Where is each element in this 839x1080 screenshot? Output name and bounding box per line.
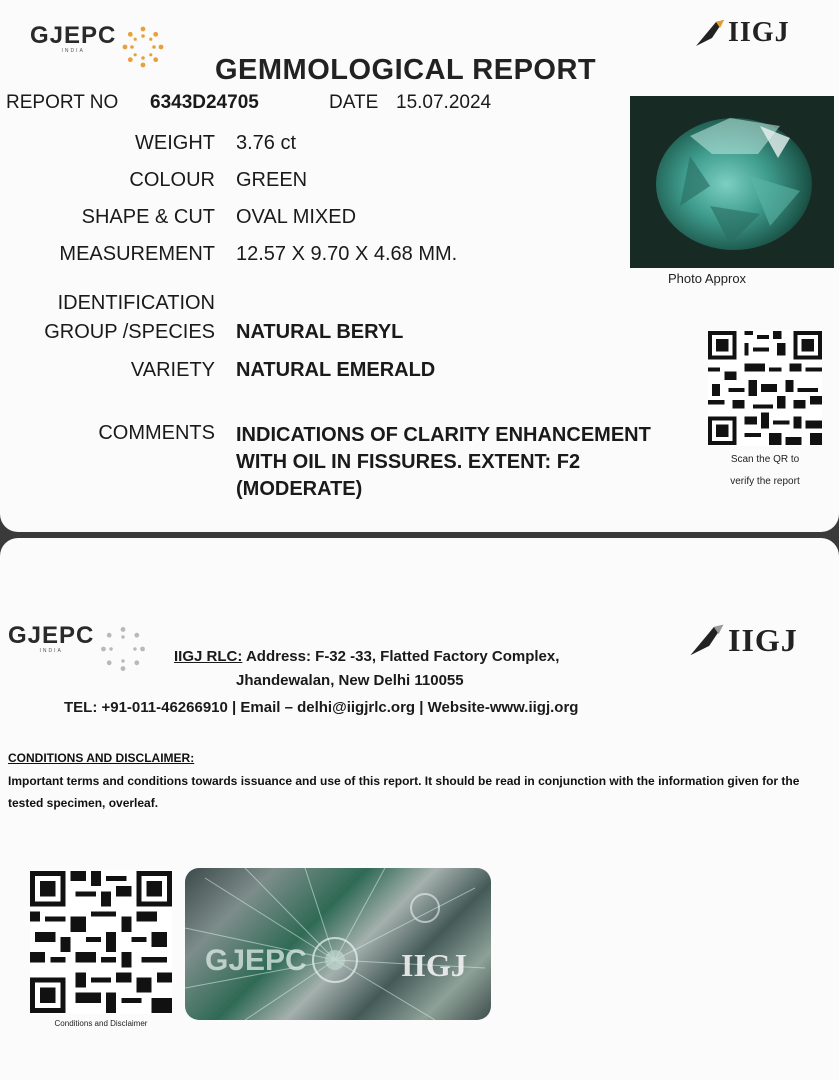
- gjepc-logo-back: [8, 624, 148, 674]
- report-no-value: 6343D24705: [150, 92, 259, 113]
- variety-label: VARIETY: [130, 359, 215, 381]
- comments-line: WITH OIL IN FISSURES. EXTENT: F2: [236, 451, 581, 473]
- contact-line: TEL: +91-011-46266910 | Email – delhi@iigjrlc.org | Website-www.iigj.org: [64, 699, 579, 716]
- shape-cut-value: OVAL MIXED: [236, 206, 357, 228]
- measurement-value: 12.57 X 9.70 X 4.68 MM.: [236, 243, 458, 265]
- gjepc-logo-subtext: INDIA: [39, 648, 63, 654]
- hologram-pattern-icon: [185, 868, 491, 1020]
- report-no-label: REPORT NO: [6, 92, 119, 113]
- verify-qr-code[interactable]: [708, 330, 822, 446]
- conditions-text: Important terms and conditions towards issuance and use of this report. It should be read in conjunction with the information given for the tested specimen, overleaf.: [8, 774, 800, 810]
- emerald-image: [630, 96, 834, 268]
- iigj-logo-text: IIGJ: [728, 17, 790, 48]
- gjepc-logo-text: GJEPC: [8, 622, 95, 649]
- shape-cut-label: SHAPE & CUT: [81, 206, 215, 228]
- address-text: Address: F-32 -33, Flatted Factory Complex,: [245, 648, 560, 665]
- qr-caption: [700, 449, 830, 493]
- qr-caption-line: Scan the QR to: [730, 454, 800, 465]
- date-label: DATE: [329, 92, 379, 113]
- photo-caption: Photo Approx: [668, 271, 747, 286]
- iigj-logo-text: IIGJ: [728, 622, 798, 658]
- gemstone-photo: [630, 96, 834, 268]
- address-line-1: [174, 648, 559, 665]
- address-label: IIGJ RLC:: [174, 648, 243, 665]
- iigj-logo: [694, 18, 790, 48]
- weight-value: 3.76 ct: [236, 132, 297, 154]
- report-title: GEMMOLOGICAL REPORT: [215, 54, 597, 86]
- address-line-2: Jhandewalan, New Delhi 110055: [236, 672, 464, 689]
- conditions-qr-code[interactable]: [30, 870, 172, 1014]
- comments-value: [236, 422, 676, 503]
- gjepc-flower-icon: [120, 24, 166, 70]
- weight-label: WEIGHT: [135, 132, 215, 154]
- qr-code-icon: [30, 870, 172, 1014]
- iigj-diamond-icon: [688, 622, 728, 658]
- report-back-card: [0, 538, 839, 1080]
- hologram-gjepc-text: GJEPC: [205, 944, 307, 977]
- identification-label: IDENTIFICATION: [57, 292, 215, 314]
- hologram-iigj-text: IIGJ: [401, 947, 467, 983]
- gjepc-logo-text: GJEPC: [30, 22, 117, 49]
- qr-caption-line: verify the report: [730, 476, 800, 487]
- gjepc-flower-icon: [98, 624, 148, 674]
- conditions-qr-caption: Conditions and Disclaimer: [54, 1019, 148, 1028]
- hologram-sticker: [185, 868, 491, 1020]
- measurement-label: MEASUREMENT: [59, 243, 215, 265]
- colour-label: COLOUR: [129, 169, 215, 191]
- conditions-heading: CONDITIONS AND DISCLAIMER:: [8, 751, 195, 765]
- date-value: 15.07.2024: [396, 92, 492, 113]
- variety-value: NATURAL EMERALD: [236, 359, 436, 381]
- gjepc-logo-subtext: INDIA: [61, 48, 85, 54]
- iigj-logo-back: [688, 622, 798, 658]
- report-front-card: [0, 0, 839, 532]
- gjepc-logo: [30, 24, 166, 70]
- group-species-label: GROUP /SPECIES: [44, 321, 215, 343]
- comments-line: (MODERATE): [236, 478, 363, 500]
- group-species-value: NATURAL BERYL: [236, 321, 404, 343]
- comments-line: INDICATIONS OF CLARITY ENHANCEMENT: [236, 424, 651, 446]
- iigj-diamond-icon: [694, 18, 728, 48]
- comments-label: COMMENTS: [98, 422, 215, 444]
- colour-value: GREEN: [236, 169, 308, 191]
- qr-code-icon: [708, 330, 822, 446]
